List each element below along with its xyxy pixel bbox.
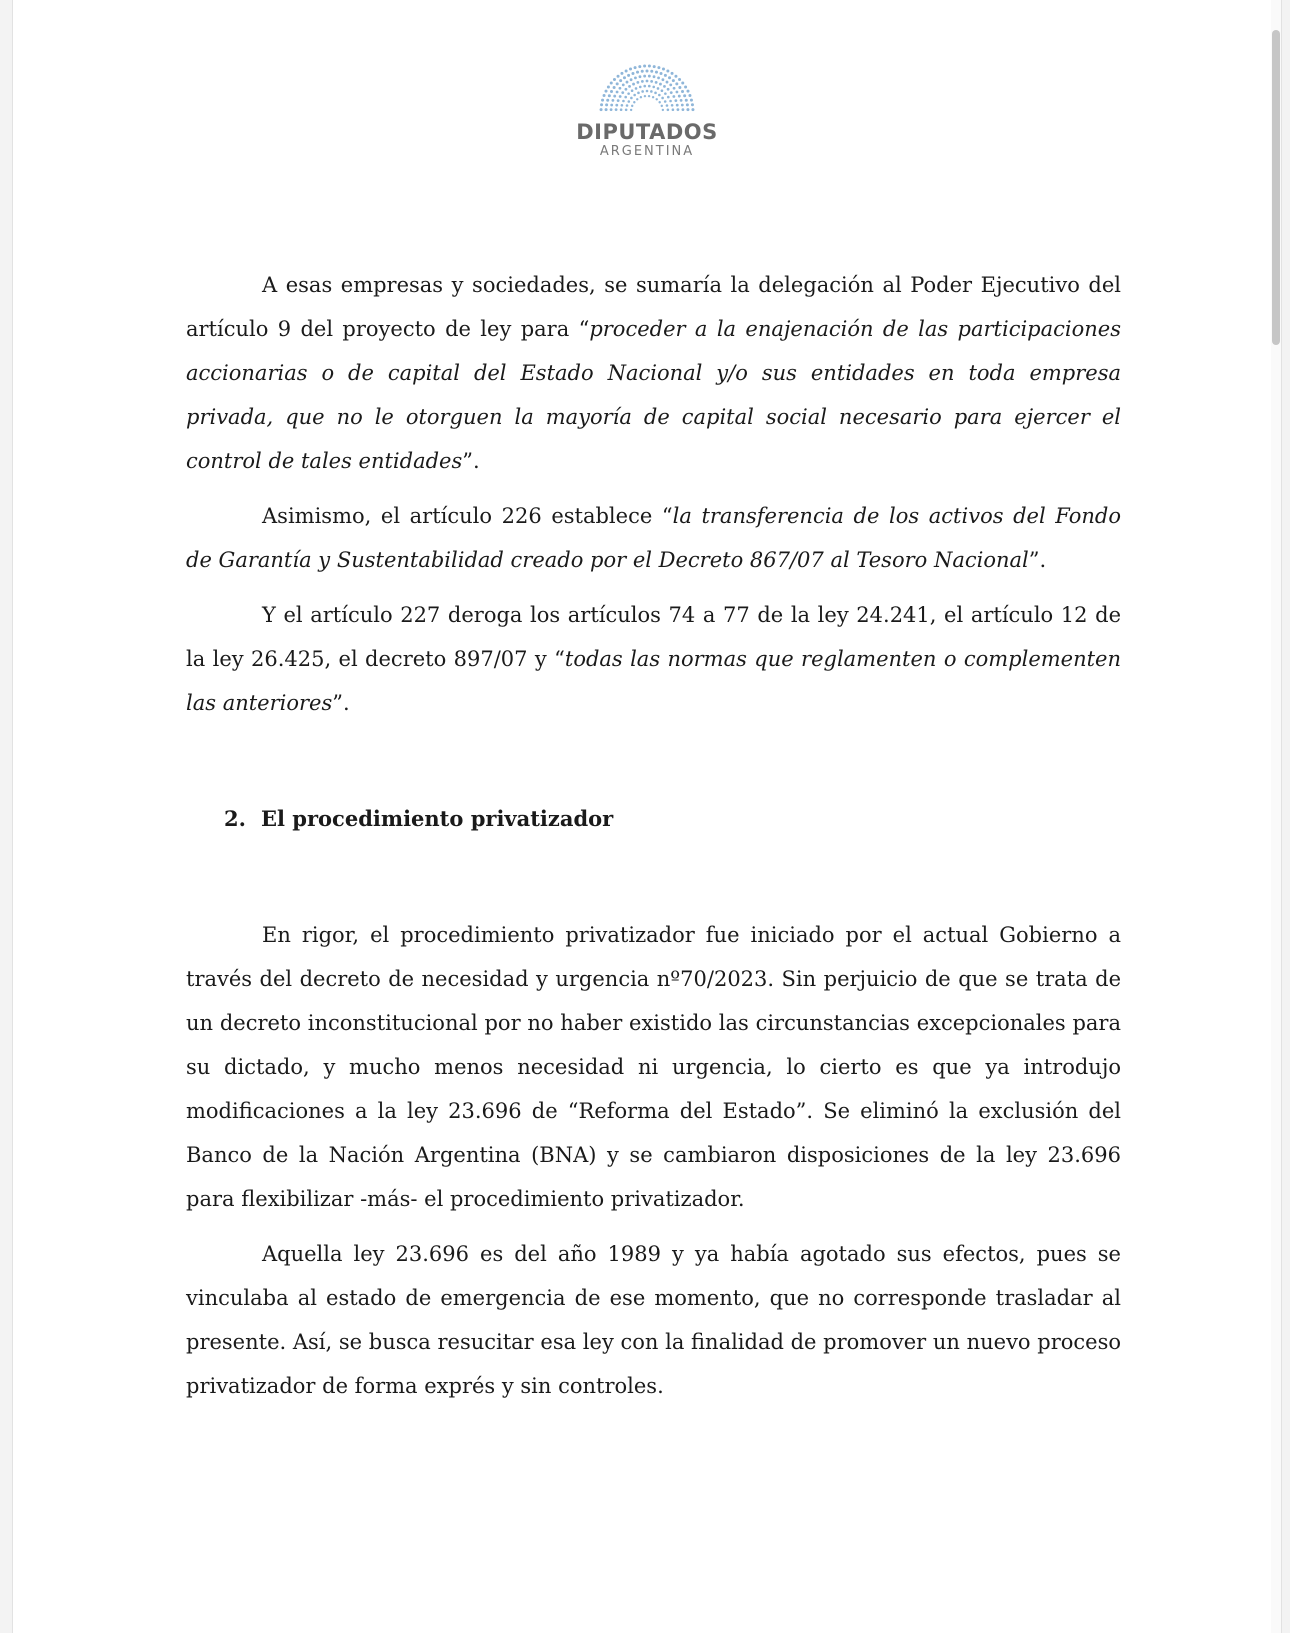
paragraph-2-end: ”.: [1028, 548, 1047, 572]
scrollbar-thumb[interactable]: [1272, 30, 1280, 345]
section-title: El procedimiento privatizador: [261, 806, 614, 831]
section-heading: [186, 797, 1121, 841]
paragraph-2-quote: la transferencia de los activos del Fondo de Garantía y Sustentabilidad creado por el Decreto 867/07 al Tesoro Nacional: [186, 504, 1121, 572]
logo-title: DIPUTADOS: [576, 120, 718, 144]
logo-subtitle: ARGENTINA: [599, 144, 695, 159]
section-number: 2.: [224, 806, 246, 831]
paragraph-3-end: ”.: [332, 691, 350, 715]
paragraph-2-text: Asimismo, el artículo 226 establece “: [262, 504, 673, 528]
paragraph-1: [186, 263, 1121, 483]
paragraph-3-quote: todas las normas que reglamenten o complementen las anteriores: [186, 647, 1122, 715]
paragraph-2: [186, 494, 1121, 582]
paragraph-3: [186, 593, 1121, 725]
document-body: [186, 263, 1121, 1419]
congress-hemicycle-icon: [592, 62, 702, 114]
paragraph-1-end: ”.: [462, 449, 480, 473]
diputados-logo: [13, 62, 1281, 160]
document-page: [12, 0, 1282, 1633]
paragraph-4: En rigor, el procedimiento privatizador fue iniciado por el actual Gobierno a través del decreto de necesidad y urgencia nº70/2023. Sin perjuicio de que se trata de un decreto inconstitucional por no haber existido las circunstancias excepcionales para su dictado, y mucho menos necesidad ni urgencia, lo cierto es que ya introdujo modificaciones a la ley 23.696 de “Reforma del Estado”. Se eliminó la exclusión del Banco de la Nación Argentina (BNA) y se cambiaron disposiciones de la ley 23.696 para flexibilizar -más- el procedimiento privatizador.: [186, 923, 1121, 1211]
paragraph-1-text: A esas empresas y sociedades, se sumaría la delegación al Poder Ejecutivo del artículo 9 del proyecto de ley para “: [186, 273, 1121, 341]
paragraph-3-text: Y el artículo 227 deroga los artículos 74 a 77 de la ley 24.241, el artículo 12 de la ley 26.425, el decreto 897/07 y “: [186, 603, 1121, 671]
vertical-scrollbar[interactable]: [1271, 0, 1281, 1633]
paragraph-1-quote: proceder a la enajenación de las participaciones accionarias o de capital del Estado Nacional y/o sus entidades en toda empresa privada, que no le otorguen la mayoría de capital social necesario para ejercer el control de tales entidades: [186, 317, 1121, 473]
paragraph-5: Aquella ley 23.696 es del año 1989 y ya había agotado sus efectos, pues se vinculaba al estado de emergencia de ese momento, que no corresponde trasladar al presente. Así, se busca resucitar esa ley con la finalidad de promover un nuevo proceso privatizador de forma exprés y sin controles.: [186, 1242, 1121, 1398]
